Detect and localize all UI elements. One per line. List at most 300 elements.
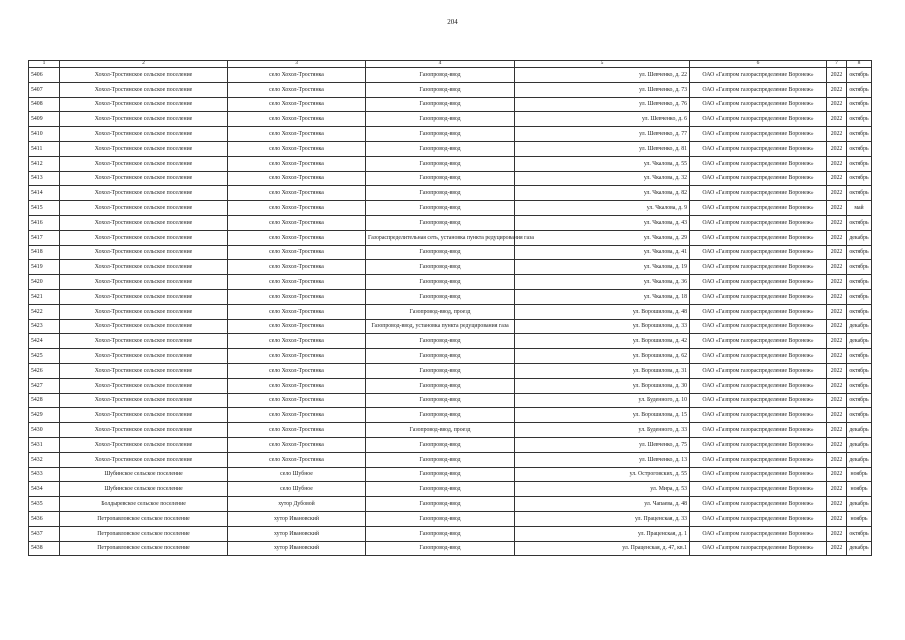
organization-cell: ОАО «Газпром газораспределение Воронеж» (690, 511, 827, 526)
year-cell: 2022 (827, 171, 847, 186)
table-row (29, 275, 872, 290)
month-cell: октябрь (847, 363, 872, 378)
object-type-cell: Газопровод-ввод, установка пункта редуцирования газа (366, 319, 515, 334)
row-number-cell: 5431 (29, 437, 60, 452)
object-type-cell: Газопровод-ввод (366, 215, 515, 230)
locality-name-cell: село Хохол-Тростянка (228, 334, 366, 349)
row-number-cell: 5416 (29, 215, 60, 230)
locality-name-cell: село Хохол-Тростянка (228, 245, 366, 260)
month-cell: октябрь (847, 97, 872, 112)
organization-cell: ОАО «Газпром газораспределение Воронеж» (690, 127, 827, 142)
address-cell: ул. Ворошилова, д. 31 (515, 363, 690, 378)
address-cell: ул. Ворошилова, д. 42 (515, 334, 690, 349)
object-type-cell: Газопровод-ввод (366, 497, 515, 512)
row-number-cell: 5424 (29, 334, 60, 349)
year-cell: 2022 (827, 541, 847, 556)
settlement-name-cell: Хохол-Тростянское сельское поселение (60, 275, 228, 290)
month-cell: октябрь (847, 127, 872, 142)
settlement-name-cell: Хохол-Тростянское сельское поселение (60, 82, 228, 97)
year-cell: 2022 (827, 245, 847, 260)
organization-cell: ОАО «Газпром газораспределение Воронеж» (690, 201, 827, 216)
settlement-name-cell: Хохол-Тростянское сельское поселение (60, 437, 228, 452)
settlement-name-cell: Хохол-Тростянское сельское поселение (60, 171, 228, 186)
month-cell: ноябрь (847, 467, 872, 482)
row-number-cell: 5421 (29, 289, 60, 304)
locality-name-cell: село Хохол-Тростянка (228, 112, 366, 127)
address-cell: ул. Шевченко, д. 22 (515, 68, 690, 83)
year-cell: 2022 (827, 319, 847, 334)
locality-name-cell: село Хохол-Тростянка (228, 349, 366, 364)
month-cell: октябрь (847, 349, 872, 364)
organization-cell: ОАО «Газпром газораспределение Воронеж» (690, 97, 827, 112)
locality-name-cell: село Хохол-Тростянка (228, 201, 366, 216)
locality-name-cell: село Хохол-Тростянка (228, 408, 366, 423)
object-type-cell: Газопровод-ввод (366, 112, 515, 127)
organization-cell: ОАО «Газпром газораспределение Воронеж» (690, 82, 827, 97)
month-cell: октябрь (847, 289, 872, 304)
object-type-cell: Газопровод-ввод (366, 378, 515, 393)
row-number-cell: 5408 (29, 97, 60, 112)
object-type-cell: Газопровод-ввод (366, 541, 515, 556)
table-row (29, 201, 872, 216)
locality-name-cell: хутор Ивановский (228, 511, 366, 526)
locality-name-cell: село Хохол-Тростянка (228, 260, 366, 275)
organization-cell: ОАО «Газпром газораспределение Воронеж» (690, 260, 827, 275)
table-row (29, 526, 872, 541)
row-number-cell: 5438 (29, 541, 60, 556)
locality-name-cell: село Хохол-Тростянка (228, 437, 366, 452)
month-cell: май (847, 201, 872, 216)
settlement-name-cell: Хохол-Тростянское сельское поселение (60, 186, 228, 201)
object-type-cell: Газопровод-ввод (366, 511, 515, 526)
object-type-cell: Газопровод-ввод (366, 201, 515, 216)
year-cell: 2022 (827, 408, 847, 423)
month-cell: октябрь (847, 215, 872, 230)
address-cell: ул. Чкалова, д. 29 (515, 230, 690, 245)
organization-cell: ОАО «Газпром газораспределение Воронеж» (690, 408, 827, 423)
year-cell: 2022 (827, 186, 847, 201)
column-header: 5 (515, 61, 690, 68)
row-number-cell: 5426 (29, 363, 60, 378)
row-number-cell: 5407 (29, 82, 60, 97)
settlement-name-cell: Хохол-Тростянское сельское поселение (60, 363, 228, 378)
table-row (29, 127, 872, 142)
table-row (29, 319, 872, 334)
year-cell: 2022 (827, 289, 847, 304)
organization-cell: ОАО «Газпром газораспределение Воронеж» (690, 289, 827, 304)
address-cell: ул. Ворошилова, д. 33 (515, 319, 690, 334)
locality-name-cell: село Хохол-Тростянка (228, 97, 366, 112)
address-cell: ул. Буденного, д. 33 (515, 423, 690, 438)
table-row (29, 423, 872, 438)
organization-cell: ОАО «Газпром газораспределение Воронеж» (690, 319, 827, 334)
month-cell: октябрь (847, 156, 872, 171)
row-number-cell: 5434 (29, 482, 60, 497)
page-number: 204 (447, 18, 458, 26)
settlement-name-cell: Хохол-Тростянское сельское поселение (60, 68, 228, 83)
locality-name-cell: село Хохол-Тростянка (228, 186, 366, 201)
table-row (29, 541, 872, 556)
organization-cell: ОАО «Газпром газораспределение Воронеж» (690, 186, 827, 201)
month-cell: октябрь (847, 304, 872, 319)
year-cell: 2022 (827, 349, 847, 364)
settlement-name-cell: Хохол-Тростянское сельское поселение (60, 408, 228, 423)
object-type-cell: Газопровод-ввод (366, 171, 515, 186)
year-cell: 2022 (827, 230, 847, 245)
locality-name-cell: село Хохол-Тростянка (228, 319, 366, 334)
table-row (29, 349, 872, 364)
gas-pipeline-table (28, 60, 872, 556)
row-number-cell: 5430 (29, 423, 60, 438)
object-type-cell: Газопровод-ввод, проезд (366, 423, 515, 438)
settlement-name-cell: Хохол-Тростянское сельское поселение (60, 127, 228, 142)
organization-cell: ОАО «Газпром газораспределение Воронеж» (690, 363, 827, 378)
year-cell: 2022 (827, 127, 847, 142)
row-number-cell: 5422 (29, 304, 60, 319)
month-cell: октябрь (847, 275, 872, 290)
month-cell: октябрь (847, 141, 872, 156)
column-header: 6 (690, 61, 827, 68)
month-cell: октябрь (847, 408, 872, 423)
table-row (29, 112, 872, 127)
settlement-name-cell: Петропавловское сельское поселение (60, 541, 228, 556)
month-cell: октябрь (847, 378, 872, 393)
organization-cell: ОАО «Газпром газораспределение Воронеж» (690, 467, 827, 482)
column-header: 3 (228, 61, 366, 68)
organization-cell: ОАО «Газпром газораспределение Воронеж» (690, 452, 827, 467)
settlement-name-cell: Хохол-Тростянское сельское поселение (60, 230, 228, 245)
locality-name-cell: село Хохол-Тростянка (228, 393, 366, 408)
month-cell: ноябрь (847, 511, 872, 526)
row-number-cell: 5417 (29, 230, 60, 245)
month-cell: декабрь (847, 497, 872, 512)
year-cell: 2022 (827, 393, 847, 408)
settlement-name-cell: Хохол-Тростянское сельское поселение (60, 304, 228, 319)
month-cell: декабрь (847, 423, 872, 438)
month-cell: декабрь (847, 437, 872, 452)
year-cell: 2022 (827, 82, 847, 97)
locality-name-cell: хутор Ивановский (228, 541, 366, 556)
settlement-name-cell: Хохол-Тростянское сельское поселение (60, 452, 228, 467)
organization-cell: ОАО «Газпром газораспределение Воронеж» (690, 482, 827, 497)
locality-name-cell: село Хохол-Тростянка (228, 156, 366, 171)
month-cell: октябрь (847, 186, 872, 201)
table-row (29, 482, 872, 497)
table-row (29, 245, 872, 260)
locality-name-cell: хутор Дубовой (228, 497, 366, 512)
month-cell: декабрь (847, 334, 872, 349)
header-row (29, 61, 872, 68)
settlement-name-cell: Хохол-Тростянское сельское поселение (60, 423, 228, 438)
year-cell: 2022 (827, 304, 847, 319)
table-row (29, 68, 872, 83)
row-number-cell: 5410 (29, 127, 60, 142)
address-cell: ул. Праценская, д. 33 (515, 511, 690, 526)
column-header: 1 (29, 61, 60, 68)
table-row (29, 141, 872, 156)
locality-name-cell: село Хохол-Тростянка (228, 215, 366, 230)
organization-cell: ОАО «Газпром газораспределение Воронеж» (690, 423, 827, 438)
row-number-cell: 5433 (29, 467, 60, 482)
year-cell: 2022 (827, 141, 847, 156)
object-type-cell: Газопровод-ввод (366, 437, 515, 452)
locality-name-cell: село Хохол-Тростянка (228, 452, 366, 467)
row-number-cell: 5425 (29, 349, 60, 364)
locality-name-cell: село Хохол-Тростянка (228, 171, 366, 186)
row-number-cell: 5415 (29, 201, 60, 216)
locality-name-cell: село Хохол-Тростянка (228, 363, 366, 378)
row-number-cell: 5409 (29, 112, 60, 127)
table-row (29, 452, 872, 467)
year-cell: 2022 (827, 378, 847, 393)
table-row (29, 289, 872, 304)
table-row (29, 511, 872, 526)
organization-cell: ОАО «Газпром газораспределение Воронеж» (690, 437, 827, 452)
table-row (29, 156, 872, 171)
settlement-name-cell: Хохол-Тростянское сельское поселение (60, 378, 228, 393)
locality-name-cell: село Шубное (228, 482, 366, 497)
locality-name-cell: село Хохол-Тростянка (228, 304, 366, 319)
organization-cell: ОАО «Газпром газораспределение Воронеж» (690, 541, 827, 556)
month-cell: декабрь (847, 230, 872, 245)
year-cell: 2022 (827, 467, 847, 482)
row-number-cell: 5429 (29, 408, 60, 423)
organization-cell: ОАО «Газпром газораспределение Воронеж» (690, 275, 827, 290)
locality-name-cell: село Хохол-Тростянка (228, 68, 366, 83)
settlement-name-cell: Хохол-Тростянское сельское поселение (60, 215, 228, 230)
object-type-cell: Газопровод-ввод (366, 363, 515, 378)
address-cell: ул. Чкалова, д. 82 (515, 186, 690, 201)
organization-cell: ОАО «Газпром газораспределение Воронеж» (690, 393, 827, 408)
row-number-cell: 5414 (29, 186, 60, 201)
year-cell: 2022 (827, 201, 847, 216)
organization-cell: ОАО «Газпром газораспределение Воронеж» (690, 171, 827, 186)
object-type-cell: Газопровод-ввод (366, 68, 515, 83)
row-number-cell: 5436 (29, 511, 60, 526)
row-number-cell: 5427 (29, 378, 60, 393)
year-cell: 2022 (827, 511, 847, 526)
row-number-cell: 5432 (29, 452, 60, 467)
locality-name-cell: село Хохол-Тростянка (228, 423, 366, 438)
address-cell: ул. Шевченко, д. 77 (515, 127, 690, 142)
table-row (29, 378, 872, 393)
year-cell: 2022 (827, 526, 847, 541)
table-body (29, 68, 872, 556)
address-cell: ул. Праценская, д. 1 (515, 526, 690, 541)
address-cell: ул. Шевченко, д. 6 (515, 112, 690, 127)
year-cell: 2022 (827, 156, 847, 171)
locality-name-cell: село Хохол-Тростянка (228, 141, 366, 156)
object-type-cell: Газопровод-ввод (366, 408, 515, 423)
address-cell: ул. Праценская, д. 47, кв.1 (515, 541, 690, 556)
organization-cell: ОАО «Газпром газораспределение Воронеж» (690, 526, 827, 541)
organization-cell: ОАО «Газпром газораспределение Воронеж» (690, 245, 827, 260)
object-type-cell: Газопровод-ввод (366, 97, 515, 112)
row-number-cell: 5423 (29, 319, 60, 334)
object-type-cell: Газопровод-ввод (366, 393, 515, 408)
address-cell: ул. Чапаева, д. 48 (515, 497, 690, 512)
settlement-name-cell: Хохол-Тростянское сельское поселение (60, 319, 228, 334)
object-type-cell: Газопровод-ввод (366, 467, 515, 482)
organization-cell: ОАО «Газпром газораспределение Воронеж» (690, 304, 827, 319)
address-cell: ул. Ворошилова, д. 62 (515, 349, 690, 364)
locality-name-cell: село Хохол-Тростянка (228, 127, 366, 142)
address-cell: ул. Шевченко, д. 81 (515, 141, 690, 156)
address-cell: ул. Шевченко, д. 75 (515, 437, 690, 452)
month-cell: октябрь (847, 82, 872, 97)
year-cell: 2022 (827, 452, 847, 467)
object-type-cell: Газопровод-ввод (366, 349, 515, 364)
organization-cell: ОАО «Газпром газораспределение Воронеж» (690, 378, 827, 393)
address-cell: ул. Чкалова, д. 9 (515, 201, 690, 216)
month-cell: декабрь (847, 541, 872, 556)
table-row (29, 304, 872, 319)
column-header: 7 (827, 61, 847, 68)
object-type-cell: Газопровод-ввод (366, 482, 515, 497)
row-number-cell: 5420 (29, 275, 60, 290)
settlement-name-cell: Болдыревское сельское поселение (60, 497, 228, 512)
month-cell: октябрь (847, 245, 872, 260)
table-row (29, 437, 872, 452)
object-type-cell: Газопровод-ввод (366, 526, 515, 541)
object-type-cell: Газопровод-ввод (366, 245, 515, 260)
month-cell: декабрь (847, 319, 872, 334)
address-cell: ул. Ворошилова, д. 30 (515, 378, 690, 393)
address-cell: ул. Буденного, д. 10 (515, 393, 690, 408)
year-cell: 2022 (827, 334, 847, 349)
year-cell: 2022 (827, 97, 847, 112)
settlement-name-cell: Хохол-Тростянское сельское поселение (60, 289, 228, 304)
locality-name-cell: село Хохол-Тростянка (228, 82, 366, 97)
settlement-name-cell: Хохол-Тростянское сельское поселение (60, 245, 228, 260)
settlement-name-cell: Хохол-Тростянское сельское поселение (60, 141, 228, 156)
year-cell: 2022 (827, 482, 847, 497)
address-cell: ул. Мира, д. 53 (515, 482, 690, 497)
organization-cell: ОАО «Газпром газораспределение Воронеж» (690, 68, 827, 83)
settlement-name-cell: Петропавловское сельское поселение (60, 511, 228, 526)
object-type-cell: Газопровод-ввод (366, 186, 515, 201)
table-row (29, 171, 872, 186)
year-cell: 2022 (827, 363, 847, 378)
address-cell: ул. Шевченко, д. 13 (515, 452, 690, 467)
table-row (29, 334, 872, 349)
year-cell: 2022 (827, 437, 847, 452)
table-row (29, 230, 872, 245)
address-cell: ул. Чкалова, д. 43 (515, 215, 690, 230)
address-cell: ул. Шевченко, д. 76 (515, 97, 690, 112)
address-cell: ул. Чкалова, д. 32 (515, 171, 690, 186)
organization-cell: ОАО «Газпром газораспределение Воронеж» (690, 349, 827, 364)
settlement-name-cell: Хохол-Тростянское сельское поселение (60, 201, 228, 216)
address-cell: ул. Чкалова, д. 18 (515, 289, 690, 304)
object-type-cell: Газопровод-ввод (366, 289, 515, 304)
month-cell: декабрь (847, 452, 872, 467)
year-cell: 2022 (827, 497, 847, 512)
row-number-cell: 5437 (29, 526, 60, 541)
settlement-name-cell: Хохол-Тростянское сельское поселение (60, 156, 228, 171)
address-cell: ул. Чкалова, д. 36 (515, 275, 690, 290)
month-cell: октябрь (847, 68, 872, 83)
organization-cell: ОАО «Газпром газораспределение Воронеж» (690, 112, 827, 127)
organization-cell: ОАО «Газпром газораспределение Воронеж» (690, 141, 827, 156)
organization-cell: ОАО «Газпром газораспределение Воронеж» (690, 156, 827, 171)
locality-name-cell: село Хохол-Тростянка (228, 289, 366, 304)
locality-name-cell: село Хохол-Тростянка (228, 230, 366, 245)
settlement-name-cell: Петропавловское сельское поселение (60, 526, 228, 541)
year-cell: 2022 (827, 215, 847, 230)
row-number-cell: 5428 (29, 393, 60, 408)
row-number-cell: 5419 (29, 260, 60, 275)
row-number-cell: 5412 (29, 156, 60, 171)
table-row (29, 260, 872, 275)
settlement-name-cell: Хохол-Тростянское сельское поселение (60, 260, 228, 275)
address-cell: ул. Ворошилова, д. 15 (515, 408, 690, 423)
row-number-cell: 5418 (29, 245, 60, 260)
year-cell: 2022 (827, 275, 847, 290)
address-cell: ул. Ворошилова, д. 48 (515, 304, 690, 319)
object-type-cell: Газопровод-ввод (366, 260, 515, 275)
object-type-cell: Газопровод-ввод (366, 82, 515, 97)
month-cell: октябрь (847, 393, 872, 408)
settlement-name-cell: Хохол-Тростянское сельское поселение (60, 112, 228, 127)
table-row (29, 363, 872, 378)
settlement-name-cell: Хохол-Тростянское сельское поселение (60, 97, 228, 112)
year-cell: 2022 (827, 112, 847, 127)
table-row (29, 186, 872, 201)
month-cell: октябрь (847, 112, 872, 127)
object-type-cell: Газопровод-ввод, проезд (366, 304, 515, 319)
row-number-cell: 5406 (29, 68, 60, 83)
table-row (29, 408, 872, 423)
row-number-cell: 5411 (29, 141, 60, 156)
year-cell: 2022 (827, 423, 847, 438)
table-row (29, 82, 872, 97)
organization-cell: ОАО «Газпром газораспределение Воронеж» (690, 497, 827, 512)
address-cell: ул. Чкалова, д. 41 (515, 245, 690, 260)
year-cell: 2022 (827, 68, 847, 83)
column-header: 8 (847, 61, 872, 68)
column-header: 4 (366, 61, 515, 68)
address-cell: ул. Чкалова, д. 55 (515, 156, 690, 171)
locality-name-cell: хутор Ивановский (228, 526, 366, 541)
locality-name-cell: село Хохол-Тростянка (228, 378, 366, 393)
address-cell: ул. Шевченко, д. 73 (515, 82, 690, 97)
table-row (29, 497, 872, 512)
organization-cell: ОАО «Газпром газораспределение Воронеж» (690, 334, 827, 349)
object-type-cell: Газопровод-ввод (366, 141, 515, 156)
settlement-name-cell: Шубинское сельское поселение (60, 467, 228, 482)
organization-cell: ОАО «Газпром газораспределение Воронеж» (690, 230, 827, 245)
object-type-cell: Газопровод-ввод (366, 275, 515, 290)
table-row (29, 215, 872, 230)
year-cell: 2022 (827, 260, 847, 275)
settlement-name-cell: Хохол-Тростянское сельское поселение (60, 349, 228, 364)
month-cell: октябрь (847, 171, 872, 186)
column-header: 2 (60, 61, 228, 68)
month-cell: октябрь (847, 260, 872, 275)
locality-name-cell: село Хохол-Тростянка (228, 275, 366, 290)
table-row (29, 467, 872, 482)
object-type-cell: Газопровод-ввод (366, 127, 515, 142)
address-cell: ул. Остроговских, д. 55 (515, 467, 690, 482)
month-cell: ноябрь (847, 482, 872, 497)
row-number-cell: 5435 (29, 497, 60, 512)
table-row (29, 97, 872, 112)
settlement-name-cell: Хохол-Тростянское сельское поселение (60, 393, 228, 408)
locality-name-cell: село Шубное (228, 467, 366, 482)
object-type-cell: Газопровод-ввод (366, 156, 515, 171)
object-type-cell: Газораспределительная сеть, установка пункта редуцирования газа (366, 230, 515, 245)
